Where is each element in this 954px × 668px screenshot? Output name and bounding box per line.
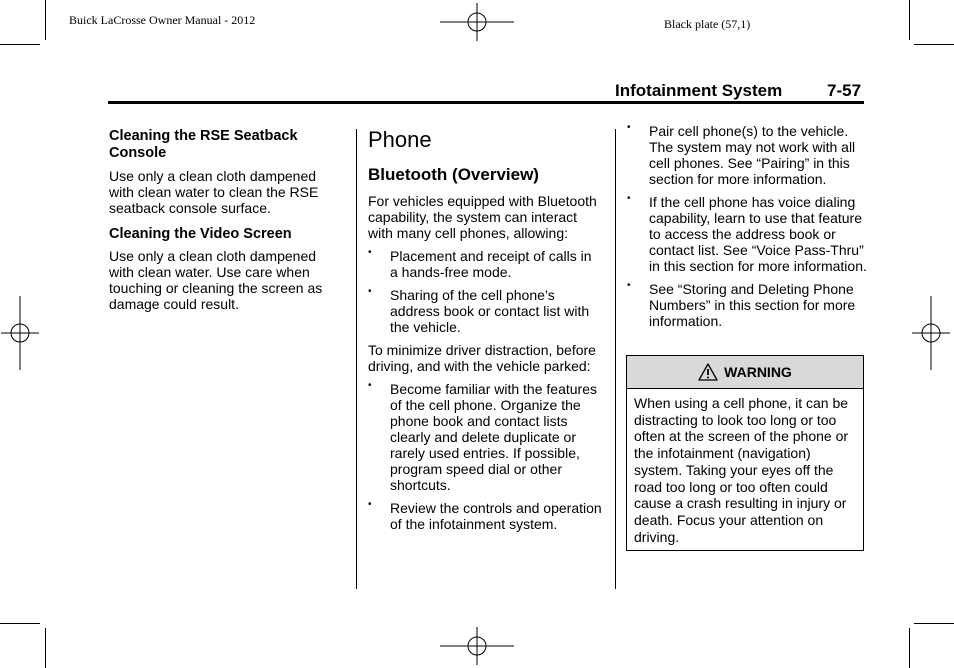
paragraph-clean-screen: Use only a clean cloth dampened with clean water. Use care when touching or cleaning the screen as damage could result.	[109, 248, 323, 312]
right-column	[627, 123, 867, 329]
warning-text: When using a cell phone, it can be distracting to look too long or too often at the screen of the phone or the infotainment (navigation) system. Taking your eyes off the road too long or too often could cause a crash resulting in injury or death. Focus your attention on driving.	[634, 395, 849, 545]
bullet-list	[368, 248, 603, 335]
crop-mark	[45, 628, 46, 668]
warning-header	[627, 356, 863, 389]
list-item: • Review the controls and operation of the infotainment system.	[368, 499, 602, 532]
middle-column	[368, 127, 603, 532]
plate-label: Black plate (57,1)	[664, 17, 751, 31]
heading-clean-rse: Cleaning the RSE Seatback Console	[109, 128, 298, 161]
left-column	[109, 128, 341, 312]
page-number: 7-57	[827, 81, 862, 100]
registration-mark-bottom	[440, 627, 514, 665]
intro-paragraph: For vehicles equipped with Bluetooth capability, the system can interact with many cell phones, allowing:	[368, 193, 597, 241]
header-rule	[108, 101, 864, 104]
column-divider	[615, 129, 616, 589]
list-item: • If the cell phone has voice dialing capability, learn to use that feature to access the address book or contact list. See “Voice Pass-Thru” in this section for more information.	[627, 193, 867, 274]
registration-mark-left	[1, 296, 39, 370]
list-item: • See “Storing and Deleting Phone Numbers” in this section for more information.	[627, 280, 856, 329]
column-divider	[356, 129, 357, 589]
paragraph-clean-rse: Use only a clean cloth dampened with clean water to clean the RSE seatback console surface.	[109, 168, 319, 216]
bullet-icon: •	[368, 286, 372, 297]
warning-title: WARNING	[724, 364, 792, 380]
list-item: • Sharing of the cell phone’s address book or contact list with the vehicle.	[368, 286, 590, 335]
registration-mark-top	[440, 3, 514, 41]
warning-box	[626, 355, 864, 551]
warning-triangle-icon	[698, 363, 718, 381]
bullet-icon: •	[368, 380, 372, 391]
paragraph: To minimize driver distraction, before driving, and with the vehicle parked:	[368, 342, 596, 374]
list-item: • Pair cell phone(s) to the vehicle. The system may not work with all cell phones. See “Pairing” in this section for more information.	[627, 122, 856, 187]
manual-title: Buick LaCrosse Owner Manual - 2012	[69, 13, 256, 27]
bullet-icon: •	[627, 280, 631, 291]
bullet-icon: •	[627, 193, 631, 204]
subsection-title: Bluetooth (Overview)	[368, 165, 539, 184]
crop-mark	[914, 44, 954, 45]
crop-mark	[0, 44, 40, 45]
crop-mark	[45, 0, 46, 40]
bullet-icon: •	[368, 247, 372, 258]
heading-clean-screen: Cleaning the Video Screen	[109, 226, 292, 242]
crop-mark	[909, 628, 910, 668]
bullet-list	[368, 381, 603, 532]
registration-mark-right	[912, 296, 950, 370]
list-item: • Placement and receipt of calls in a hands-free mode.	[368, 247, 592, 280]
page-title: Phone	[368, 127, 432, 152]
section-title: Infotainment System	[615, 81, 783, 100]
crop-mark	[909, 0, 910, 40]
bullet-list	[627, 123, 867, 329]
list-item: • Become familiar with the features of the cell phone. Organize the phone book and contact lists clearly and delete duplicate or rarely used entries. If possible, program speed dial or other shortcuts.	[368, 380, 597, 493]
crop-mark	[914, 623, 954, 624]
crop-mark	[0, 623, 40, 624]
bullet-icon: •	[368, 499, 372, 510]
bullet-icon: •	[627, 122, 631, 133]
